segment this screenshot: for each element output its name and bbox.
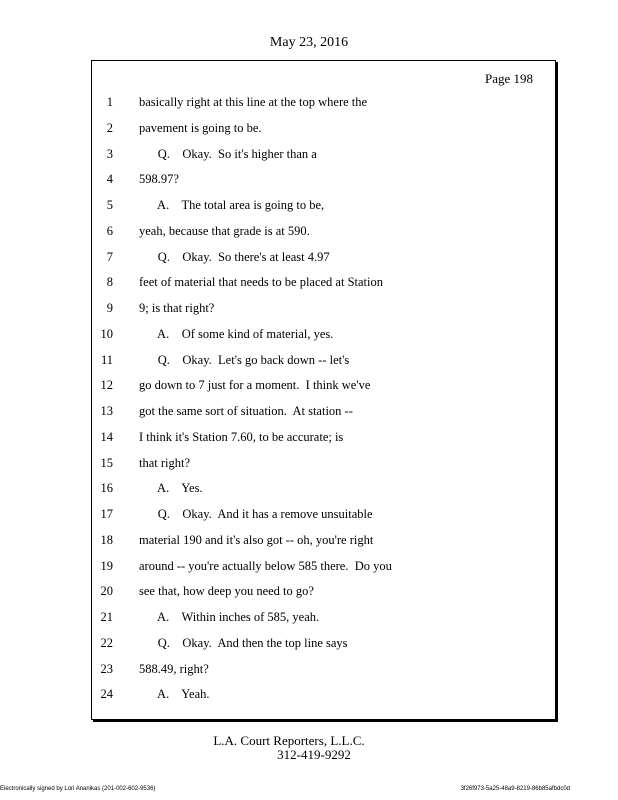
line-number: 5 xyxy=(106,198,113,212)
transcript-line xyxy=(92,116,555,142)
transcript-line xyxy=(92,219,555,245)
transcript-line xyxy=(92,193,555,219)
line-number: 4 xyxy=(106,172,113,187)
transcript-line xyxy=(92,502,555,528)
transcript-line xyxy=(92,270,555,296)
transcript-line xyxy=(92,657,555,683)
line-text: Q. Okay. And then the top line says xyxy=(139,635,348,650)
transcript-line xyxy=(92,605,555,631)
transcript-line xyxy=(92,142,555,168)
page-number: Page 198 xyxy=(484,71,533,86)
line-number: 1 xyxy=(106,95,113,109)
transcript-line xyxy=(92,425,555,451)
line-text: 9; is that right? xyxy=(139,301,215,315)
line-number: 6 xyxy=(106,223,113,238)
transcript-line xyxy=(92,476,555,502)
line-text: material 190 and it's also got -- oh, you're right xyxy=(139,532,374,547)
line-number: 8 xyxy=(106,275,113,290)
line-text: A. The total area is going to be, xyxy=(139,198,325,212)
line-text: feet of material that needs to be placed at Station xyxy=(139,275,384,290)
line-number: 11 xyxy=(100,352,113,367)
line-number: 24 xyxy=(100,687,113,702)
transcript-lines xyxy=(92,90,555,708)
line-number: 16 xyxy=(100,481,113,496)
line-text: around -- you're actually below 585 there. Do you xyxy=(139,558,392,573)
line-number: 9 xyxy=(106,301,113,315)
transcript-line xyxy=(92,682,555,708)
line-number: 17 xyxy=(100,507,113,521)
line-text: A. Yes. xyxy=(139,481,203,496)
transcript-line xyxy=(92,167,555,193)
transcript-line xyxy=(92,322,555,348)
transcript-line xyxy=(92,373,555,399)
line-text: 588.49, right? xyxy=(139,661,209,676)
line-text: I think it's Station 7.60, to be accurate; is xyxy=(139,429,344,444)
line-number: 13 xyxy=(100,404,113,418)
line-number: 18 xyxy=(100,532,113,547)
transcript-page xyxy=(91,60,556,720)
court-reporter-company: L.A. Court Reporters, L.L.C. xyxy=(213,733,365,748)
transcript-line xyxy=(92,528,555,554)
transcript-date: May 23, 2016 xyxy=(269,35,349,50)
line-number: 3 xyxy=(106,146,113,161)
line-number: 22 xyxy=(100,635,113,650)
line-number: 10 xyxy=(100,326,113,341)
document-hash: 3f26f973-5a25-48a9-8219-86b85afbdc0d xyxy=(460,786,570,792)
line-number: 15 xyxy=(100,455,113,470)
line-number: 19 xyxy=(100,558,113,573)
transcript-line xyxy=(92,579,555,605)
line-text: got the same sort of situation. At station -- xyxy=(139,404,353,418)
electronic-signature: Electronically signed by Lori Ananikas (201-002-602-9536) xyxy=(0,786,156,792)
line-text: A. Of some kind of material, yes. xyxy=(139,326,334,341)
transcript-line xyxy=(92,348,555,374)
line-text: yeah, because that grade is at 590. xyxy=(139,223,310,238)
court-reporter-phone: 312-419-9292 xyxy=(277,747,351,762)
line-number: 12 xyxy=(100,378,113,393)
transcript-line xyxy=(92,451,555,477)
line-text: Q. Okay. So there's at least 4.97 xyxy=(139,249,330,264)
transcript-line xyxy=(92,296,555,322)
line-text: see that, how deep you need to go? xyxy=(139,584,314,599)
line-text: A. Within inches of 585, yeah. xyxy=(139,610,320,624)
line-text: 598.97? xyxy=(139,172,179,187)
line-text: that right? xyxy=(139,455,191,470)
line-text: go down to 7 just for a moment. I think we've xyxy=(139,378,371,393)
transcript-line xyxy=(92,554,555,580)
transcript-line xyxy=(92,245,555,271)
line-text: Q. Okay. So it's higher than a xyxy=(139,146,317,161)
line-text: pavement is going to be. xyxy=(139,120,262,135)
line-text: Q. Okay. And it has a remove unsuitable xyxy=(139,507,373,521)
transcript-line xyxy=(92,90,555,116)
line-text: basically right at this line at the top where the xyxy=(139,95,368,109)
line-number: 14 xyxy=(100,429,113,444)
line-number: 7 xyxy=(106,249,113,264)
transcript-line xyxy=(92,399,555,425)
line-text: Q. Okay. Let's go back down -- let's xyxy=(139,352,350,367)
line-number: 20 xyxy=(100,584,113,599)
line-text: A. Yeah. xyxy=(139,687,210,702)
line-number: 23 xyxy=(100,661,113,676)
transcript-line xyxy=(92,631,555,657)
line-number: 2 xyxy=(106,120,113,135)
line-number: 21 xyxy=(100,610,113,624)
